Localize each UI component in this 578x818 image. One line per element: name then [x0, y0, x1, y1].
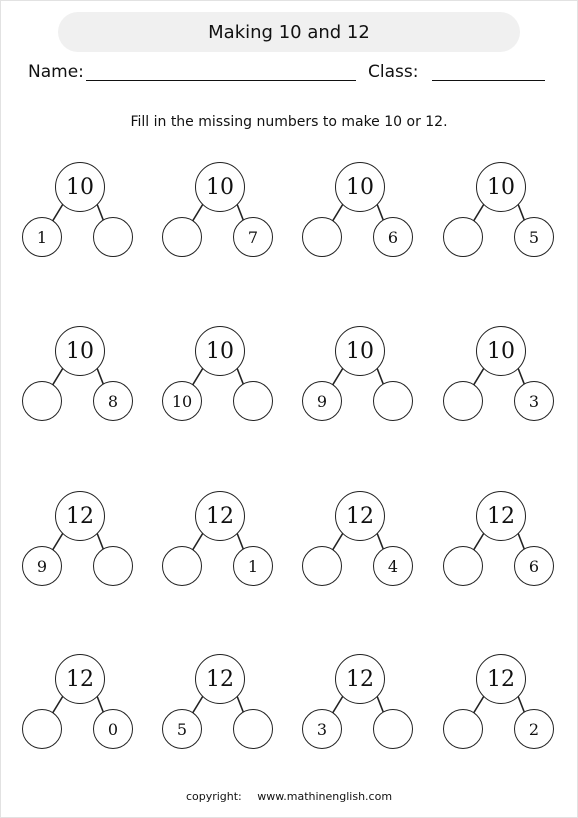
bond-part-right-circle[interactable]: [93, 217, 133, 257]
bond-line-left: [52, 368, 63, 386]
number-bond: [443, 326, 559, 430]
bond-part-right-circle[interactable]: [373, 381, 413, 421]
bond-part-left-circle: 5: [162, 709, 202, 749]
bond-whole-circle: 12: [55, 654, 105, 704]
bond-part-right-circle: 7: [233, 217, 273, 257]
number-bond: [302, 326, 418, 430]
bond-part-left-circle[interactable]: [162, 217, 202, 257]
bond-whole-circle: 12: [335, 654, 385, 704]
number-bond: [22, 654, 138, 758]
bond-part-right-circle: 8: [93, 381, 133, 421]
bond-part-right-circle: 4: [373, 546, 413, 586]
number-bond: [162, 162, 278, 266]
bond-line-left: [192, 533, 203, 551]
bond-part-right-circle: 5: [514, 217, 554, 257]
bond-part-left-circle[interactable]: [443, 546, 483, 586]
instructions: Fill in the missing numbers to make 10 or 12.: [130, 114, 448, 130]
bond-line-left: [473, 204, 484, 222]
number-bond: [22, 162, 138, 266]
class-line[interactable]: [432, 80, 545, 81]
worksheet-title: Making 10 and 12: [58, 12, 520, 52]
footer: [0, 790, 578, 803]
bond-whole-circle: 10: [195, 162, 245, 212]
bond-line-left: [192, 696, 203, 714]
bond-line-left: [473, 533, 484, 551]
bond-whole-circle: 10: [195, 326, 245, 376]
bond-part-left-circle: 9: [302, 381, 342, 421]
number-bond: [443, 491, 559, 595]
bond-part-left-circle: 3: [302, 709, 342, 749]
bond-line-left: [332, 696, 343, 714]
number-bond: [302, 654, 418, 758]
bond-part-right-circle[interactable]: [233, 381, 273, 421]
number-bond: [302, 491, 418, 595]
bond-part-left-circle[interactable]: [443, 709, 483, 749]
number-bond: [443, 654, 559, 758]
footer-url[interactable]: www.mathinenglish.com: [257, 790, 393, 803]
bond-whole-circle: 10: [335, 326, 385, 376]
bond-whole-circle: 10: [55, 162, 105, 212]
number-bond: [22, 491, 138, 595]
bond-part-left-circle[interactable]: [22, 709, 62, 749]
number-bond: [162, 491, 278, 595]
bond-part-left-circle[interactable]: [302, 546, 342, 586]
bond-line-left: [473, 696, 484, 714]
bond-whole-circle: 12: [335, 491, 385, 541]
number-bond: [443, 162, 559, 266]
bond-part-left-circle: 1: [22, 217, 62, 257]
number-bond: [162, 654, 278, 758]
bond-part-left-circle: 10: [162, 381, 202, 421]
bond-part-right-circle[interactable]: [93, 546, 133, 586]
bond-whole-circle: 10: [476, 162, 526, 212]
bond-whole-circle: 10: [476, 326, 526, 376]
name-label: Name:: [28, 62, 84, 82]
bond-part-left-circle[interactable]: [162, 546, 202, 586]
bond-part-left-circle[interactable]: [443, 217, 483, 257]
bond-line-left: [52, 533, 63, 551]
bond-part-right-circle[interactable]: [373, 709, 413, 749]
bond-line-left: [332, 533, 343, 551]
bond-line-left: [332, 368, 343, 386]
number-bond: [302, 162, 418, 266]
bond-line-left: [332, 204, 343, 222]
bond-whole-circle: 12: [55, 491, 105, 541]
class-label: Class:: [368, 62, 419, 82]
bond-part-right-circle: 6: [373, 217, 413, 257]
number-bond: [162, 326, 278, 430]
bond-line-left: [52, 696, 63, 714]
name-line[interactable]: [86, 80, 356, 81]
bond-whole-circle: 10: [55, 326, 105, 376]
bond-part-left-circle: 9: [22, 546, 62, 586]
bond-whole-circle: 12: [195, 491, 245, 541]
bond-whole-circle: 12: [476, 491, 526, 541]
bond-whole-circle: 12: [476, 654, 526, 704]
bond-part-left-circle[interactable]: [443, 381, 483, 421]
bond-part-left-circle[interactable]: [22, 381, 62, 421]
number-bond: [22, 326, 138, 430]
bond-part-right-circle: 0: [93, 709, 133, 749]
bond-line-left: [52, 204, 63, 222]
copyright-label: copyright:: [185, 790, 242, 803]
bond-part-right-circle: 2: [514, 709, 554, 749]
bond-part-right-circle: 3: [514, 381, 554, 421]
bond-line-left: [192, 368, 203, 386]
bond-part-right-circle: 1: [233, 546, 273, 586]
bond-whole-circle: 10: [335, 162, 385, 212]
bond-part-right-circle: 6: [514, 546, 554, 586]
bond-part-right-circle[interactable]: [233, 709, 273, 749]
bond-line-left: [473, 368, 484, 386]
bond-line-left: [192, 204, 203, 222]
bond-part-left-circle[interactable]: [302, 217, 342, 257]
bond-whole-circle: 12: [195, 654, 245, 704]
